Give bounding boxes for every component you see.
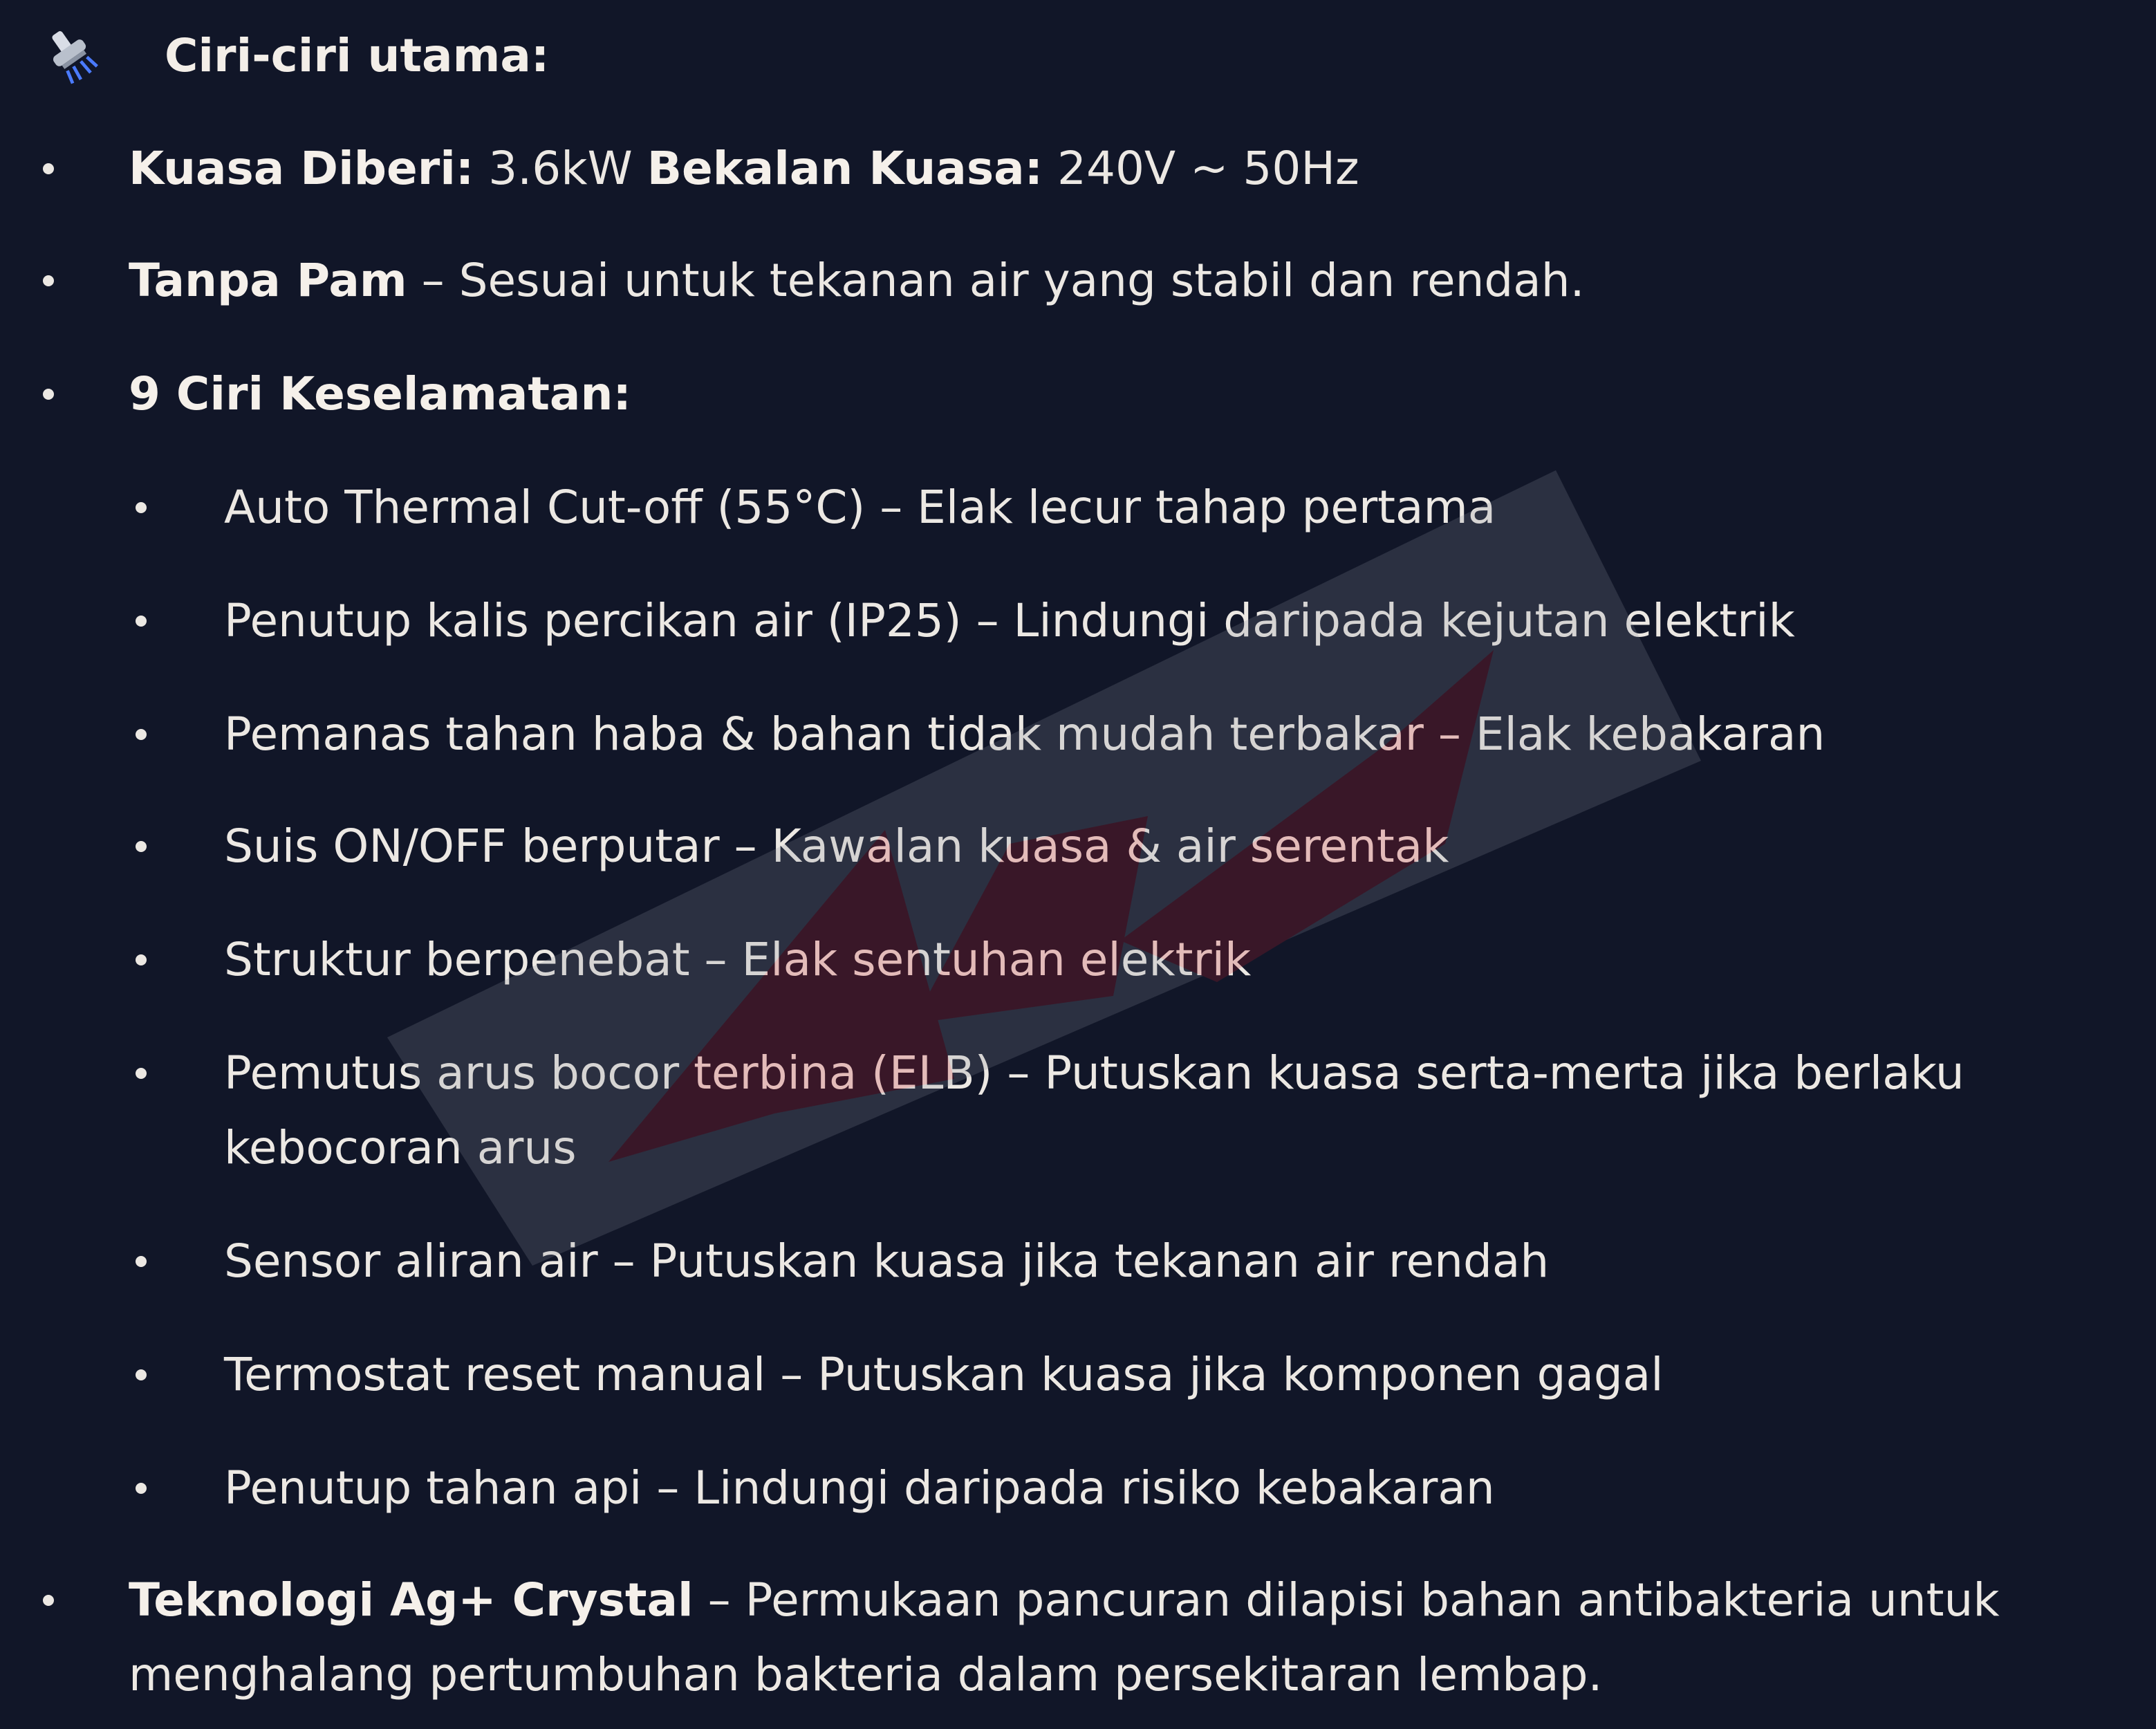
ag-crystal-text-continued: menghalang pertumbuhan bakteria dalam persekitaran lembap. bbox=[129, 1648, 1603, 1701]
sub-bullet-dot bbox=[136, 616, 147, 627]
sub-list-item: Termostat reset manual – Putuskan kuasa jika komponen gagal bbox=[224, 1348, 1664, 1401]
sub-list-item: Sensor aliran air – Putuskan kuasa jika tekanan air rendah bbox=[224, 1235, 1550, 1288]
pump-text: – Sesuai untuk tekanan air yang stabil dan rendah. bbox=[407, 254, 1585, 307]
sub-list-item: Penutup kalis percikan air (IP25) – Lindungi daripada kejutan elektrik bbox=[224, 594, 1795, 647]
sub-bullet-dot bbox=[136, 1256, 147, 1267]
bullet-dot bbox=[43, 275, 54, 286]
list-item-safety bbox=[129, 357, 631, 432]
shower-head-icon bbox=[41, 26, 101, 85]
sub-list-item: Auto Thermal Cut-off (55°C) – Elak lecur tahap pertama bbox=[224, 481, 1496, 534]
list-item-ag-crystal bbox=[129, 1563, 2000, 1638]
list-item-pump bbox=[129, 243, 1585, 318]
ag-crystal-label: Teknologi Ag+ Crystal bbox=[129, 1573, 694, 1627]
sub-bullet-dot bbox=[136, 954, 147, 965]
heading-title: Ciri-ciri utama: bbox=[165, 28, 550, 82]
sub-list-item: Suis ON/OFF berputar – Kawalan kuasa & air serentak bbox=[224, 820, 1449, 873]
sub-bullet-dot bbox=[136, 841, 147, 852]
sub-list-item: Pemutus arus bocor terbina (ELB) – Putuskan kuasa serta-merta jika berlaku bbox=[224, 1046, 1964, 1100]
power-value: 3.6kW bbox=[474, 142, 647, 195]
bullet-dot bbox=[43, 389, 54, 400]
safety-label: 9 Ciri Keselamatan: bbox=[129, 367, 631, 420]
section-heading bbox=[41, 21, 549, 90]
pump-label: Tanpa Pam bbox=[129, 254, 407, 307]
bullet-dot bbox=[43, 1595, 54, 1606]
sub-list-item: Struktur berpenebat – Elak sentuhan elektrik bbox=[224, 933, 1252, 986]
sub-list-item-continued: kebocoran arus bbox=[224, 1121, 577, 1174]
sub-list-item: Penutup tahan api – Lindungi daripada risiko kebakaran bbox=[224, 1461, 1495, 1515]
supply-label: Bekalan Kuasa: bbox=[647, 142, 1043, 195]
sub-list-item: Pemanas tahan haba & bahan tidak mudah terbakar – Elak kebakaran bbox=[224, 708, 1825, 761]
ag-crystal-text: – Permukaan pancuran dilapisi bahan antibakteria untuk bbox=[693, 1573, 2000, 1627]
power-label: Kuasa Diberi: bbox=[129, 142, 474, 195]
bullet-dot bbox=[43, 163, 54, 174]
sub-bullet-dot bbox=[136, 1483, 147, 1494]
sub-bullet-dot bbox=[136, 502, 147, 513]
sub-bullet-dot bbox=[136, 1369, 147, 1380]
list-item-power bbox=[129, 131, 1359, 206]
sub-bullet-dot bbox=[136, 1068, 147, 1079]
supply-value: 240V ~ 50Hz bbox=[1043, 142, 1359, 195]
sub-bullet-dot bbox=[136, 729, 147, 740]
